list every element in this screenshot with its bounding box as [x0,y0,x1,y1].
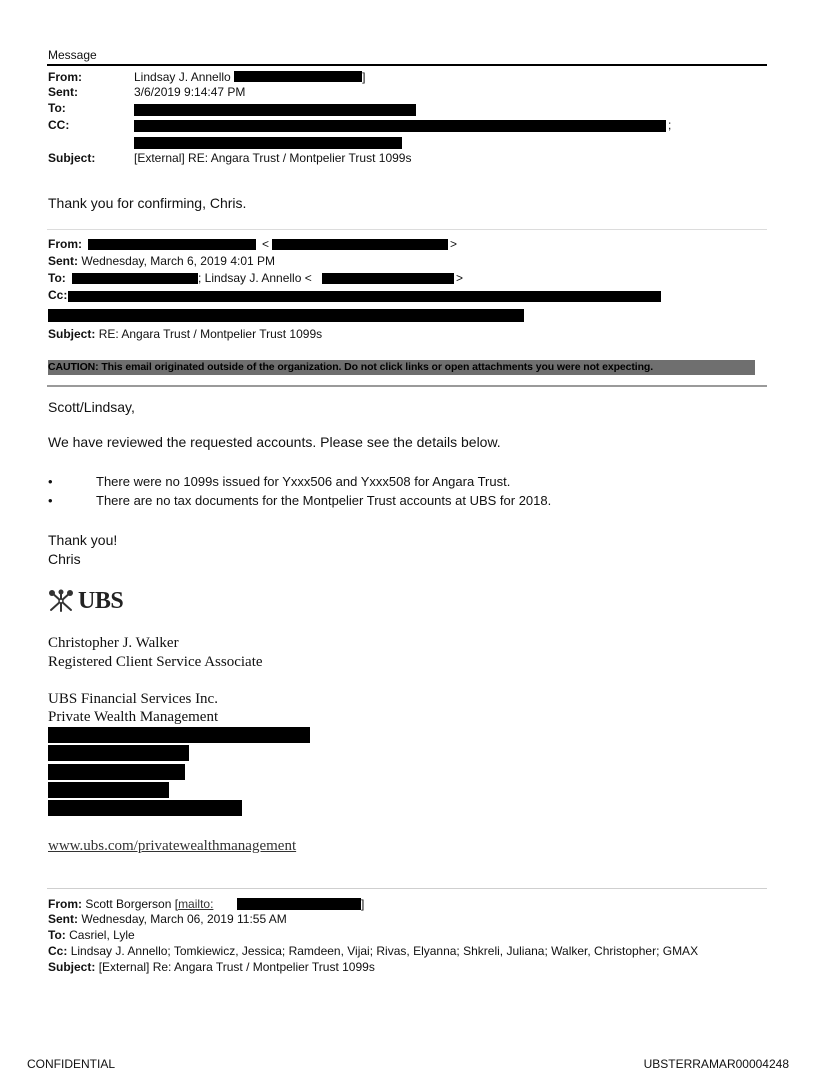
redaction-address-3 [48,764,185,780]
caution-banner: CAUTION: This email originated outside of the organization. Do not click links or open attachments you were not expecting. [48,360,755,375]
q2-cc-value: Lindsay J. Annello; Tomkiewicz, Jessica; Ramdeen, Vijai; Rivas, Elyanna; Shkreli, Juliana; Walker, Christopher; GMAX [70,944,699,958]
header-from-row [48,70,768,85]
q1-subject-row [48,327,322,342]
q2-subject-row [48,960,375,975]
header-sent-row [48,85,768,100]
q1-sent-label: Sent: [48,254,78,268]
redaction-cc-1 [134,120,666,132]
q1-cc-row [48,288,67,303]
bullet-item: There are no tax documents for the Montpelier Trust accounts at UBS for 2018. [96,493,552,508]
signature-division: Private Wealth Management [48,709,219,725]
q2-sent-label: Sent: [48,912,78,926]
cc-label: CC: [48,118,70,132]
q1-to-label: To: [48,271,66,285]
redaction-address-4 [48,782,169,798]
redaction-address-1 [48,727,310,743]
quote-divider [47,229,767,230]
confidential-label: CONFIDENTIAL [27,1057,116,1071]
signature-company: UBS Financial Services Inc. [48,691,218,707]
q2-subject-label: Subject: [48,960,96,974]
q2-to-label: To: [48,928,66,942]
q2-to-row [48,928,135,943]
q2-from-label: From: [48,897,82,911]
q2-subject-value: [External] Re: Angara Trust / Montpelier Trust 1099s [98,960,375,974]
redaction-address-5 [48,800,242,816]
q1-sent-row [48,254,275,269]
bullet-dot: • [48,493,53,508]
signature-name: Christopher J. Walker [48,635,179,651]
bullet-dot: • [48,474,53,489]
intro-text: We have reviewed the requested accounts. Please see the details below. [48,434,501,450]
reply-body: Thank you for confirming, Chris. [48,195,247,211]
signoff: Chris [48,551,81,567]
pwm-website-link[interactable]: www.ubs.com/privatewealthmanagement [48,838,297,854]
greeting: Scott/Lindsay, [48,399,135,415]
q1-sent-value: Wednesday, March 6, 2019 4:01 PM [81,254,276,268]
q2-from-row [48,897,213,912]
q1-cc-label: Cc: [48,288,68,302]
q2-from-value: Scott Borgerson [ [85,897,179,911]
q1-to-row [48,271,66,286]
redaction [234,71,362,82]
bullet-item: There were no 1099s issued for Yxxx506 and Yxxx508 for Angara Trust. [96,474,511,489]
q1-subject-label: Subject: [48,327,96,341]
q2-cc-row [48,944,698,959]
sent-value: 3/6/2019 9:14:47 PM [134,85,246,99]
from-label: From: [48,70,82,84]
q1-subject-value: RE: Angara Trust / Montpelier Trust 1099s [98,327,323,341]
q1-from-row [48,237,82,252]
redaction-address-2 [48,745,189,761]
mailto-link[interactable]: mailto: [178,897,214,911]
closing: Thank you! [48,532,118,548]
q1-to-value: ; Lindsay J. Annello < [198,271,312,285]
to-label: To: [48,101,66,115]
q2-cc-label: Cc: [48,944,68,958]
subject-value: [External] RE: Angara Trust / Montpelier Trust 1099s [134,151,412,165]
caution-rule [47,385,767,387]
signature-title: Registered Client Service Associate [48,654,263,670]
header-rule [47,64,767,66]
ubs-logo-text: UBS [78,587,124,614]
subject-label: Subject: [48,151,96,165]
bates-number: UBSTERRAMAR00004248 [643,1057,789,1071]
header-subject-row [48,151,768,166]
ubs-keys-icon [48,589,74,613]
ubs-logo [48,587,123,615]
q2-sent-row [48,912,287,927]
redaction-to [134,104,416,116]
redaction-cc-2 [134,137,402,149]
q2-to-value: Casriel, Lyle [69,928,135,942]
sent-label: Sent: [48,85,78,99]
q2-sent-value: Wednesday, March 06, 2019 11:55 AM [81,912,287,926]
message-label: Message [48,48,97,62]
from-value: Lindsay J. Annello ] [134,70,366,84]
q1-from-label: From: [48,237,82,251]
quote2-divider [47,888,767,889]
